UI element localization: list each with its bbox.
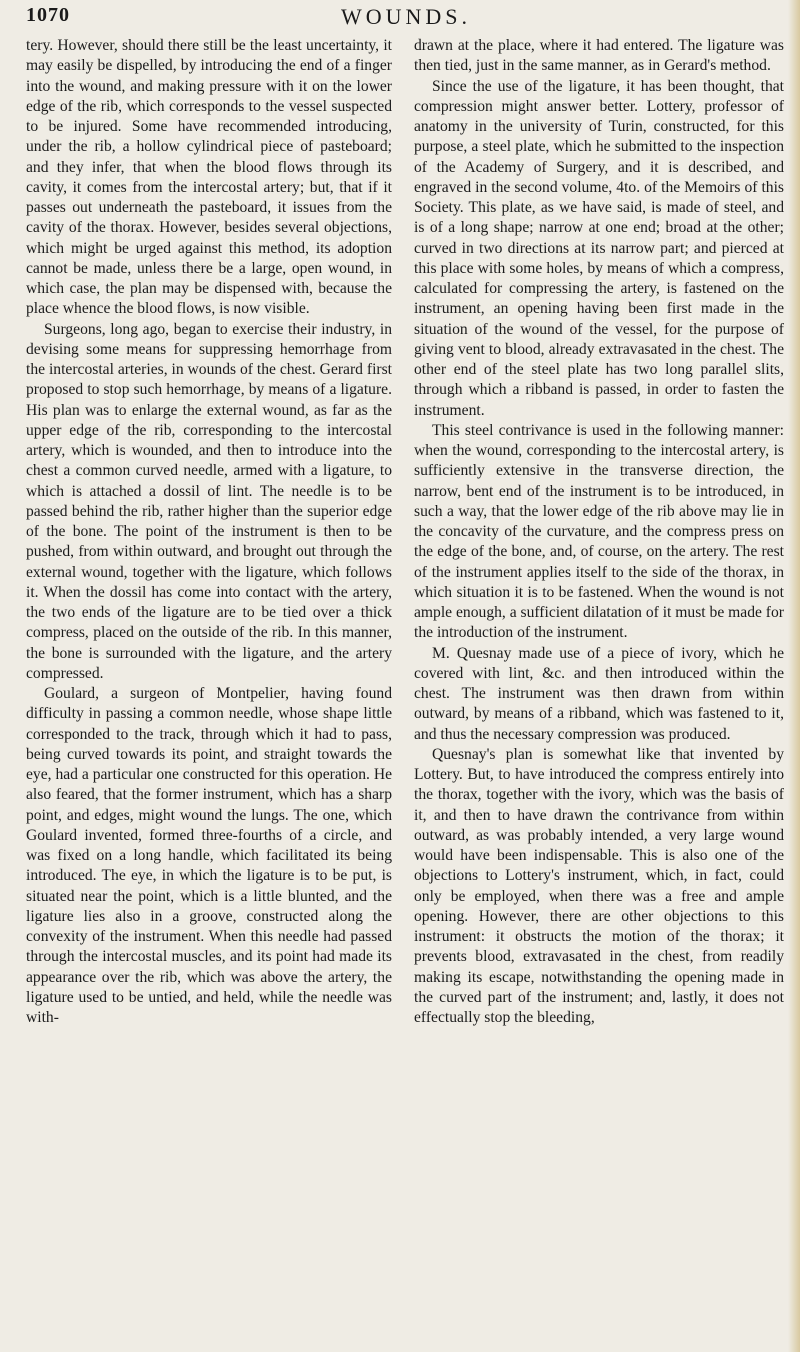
page-number: 1070 [26,4,70,26]
paragraph: Since the use of the ligature, it has been thought, that compression might answer better. Lottery, professor of anatomy in the university of Turin, constructed, for this purpose, a steel plate, which he submitted to the inspection of the Academy of Surgery, and it is described, and engraved in the second volume, 4to. of the Memoirs of this Society. This plate, as we have said, is made of steel, and is of a long shape; narrow at one end; broad at the other; curved in two directions at its narrow part; and pierced at this place with some holes, by means of which a compress, calculated for compressing the artery, is fastened on the instrument, an opening having been first made in the situation of the wound of the vessel, for the purpose of giving vent to blood, already extravasated in the chest. The other end of the steel plate has two long parallel slits, through which a ribband is passed, in order to fasten the instrument. [414,77,784,419]
paragraph: Goulard, a surgeon of Montpelier, having found difficulty in passing a common needle, whose shape little corresponded to the track, through which it had to pass, being curved towards its point, and straight towards the eye, had a particular one constructed for this operation. He also feared, that the former instrument, which has a sharp point, and edges, might wound the lungs. The one, which Goulard invented, formed three-fourths of a circle, and was fixed on a long handle, which facilitated its being introduced. The eye, in which the ligature is to be put, is situated near the point, which is a little blunted, and the ligature lies also in a groove, constructed along the convexity of the instrument. When this needle had passed through the intercostal muscles, and its point had made its appearance over the rib, which was above the artery, the ligature used to be untied, and held, while the needle was with- [26,685,392,1026]
paragraph: drawn at the place, where it had entered. The ligature was then tied, just in the same manner, as in Gerard's method. [414,37,784,75]
paragraph: tery. However, should there still be the least uncertainty, it may easily be dispelled, by introducing the end of a finger into the wound, and making pressure with it on the lower edge of the rib, which corresponds to the vessel suspected to be injured. Some have recommended introducing, under the rib, a hollow cylindrical piece of pasteboard; and they infer, that when the blood flows through its cavity, it comes from the intercostal artery; but, that if it passes out underneath the pasteboard, it issues from the cavity of the thorax. However, besides several objections, which might be urged against this method, its adoption cannot be made, unless there be a large, open wound, in which case, the plan may be dispensed with, because the place whence the blood flows, is now visible. [26,37,392,318]
paragraph: Quesnay's plan is somewhat like that invented by Lottery. But, to have introduced the compress entirely into the thorax, together with the ivory, which was the basis of it, and then to have drawn the contrivance from within outward, as was probably intended, a very large wound would have been indispensable. This is also one of the objections to Lottery's instrument, which, in fact, could only be employed, when there was a free and ample opening. However, there are other objections to this instrument: it obstructs the motion of the thorax; it prevents blood, extravasated in the chest, from readily making its escape, notwithstanding the opening made in the curved part of the instrument; and, lastly, it does not effectually stop the bleeding, [414,745,784,1026]
page-header [26,4,786,34]
left-column [26,36,392,1028]
right-column [414,36,784,1028]
page-edge [788,0,800,1352]
paragraph: Surgeons, long ago, began to exercise their industry, in devising some means for suppressing hemorrhage from the intercostal arteries, in wounds of the chest. Gerard first proposed to stop such hemorrhage, by means of a ligature. His plan was to enlarge the external wound, as far as the upper edge of the rib, corresponding to the intercostal artery, which is wounded, and then to introduce into the chest a common curved needle, armed with a ligature, to which is attached a dossil of lint. The needle is to be passed behind the rib, rather higher than the superior edge of the bone. The point of the instrument is then to be pushed, from within outward, and brought out through the external wound, together with the ligature, which follows it. When the dossil has come into contact with the artery, the two ends of the ligature are to be tied over a thick compress, placed on the outside of the rib. In this manner, the bone is surrounded with the ligature, and the artery compressed. [26,320,392,682]
paragraph: This steel contrivance is used in the following manner: when the wound, corresponding to the intercostal artery, is sufficiently extensive in the transverse direction, the narrow, bent end of the instrument is to be introduced, in such a way, that the lower edge of the rib above may lie in the concavity of the curvature, and the compress press on the edge of the bone, and, of course, on the artery. The rest of the instrument applies itself to the side of the thorax, in which situation it is to be fastened. When the wound is not ample enough, a sufficient dilatation of it must be made for the introduction of the instrument. [414,421,784,642]
paragraph: M. Quesnay made use of a piece of ivory, which he covered with lint, &c. and then introduced within the chest. The instrument was then drawn from within outward, by means of a ribband, which was fastened to it, and thus the necessary compression was produced. [414,644,784,743]
running-head: WOUNDS. [340,4,472,29]
